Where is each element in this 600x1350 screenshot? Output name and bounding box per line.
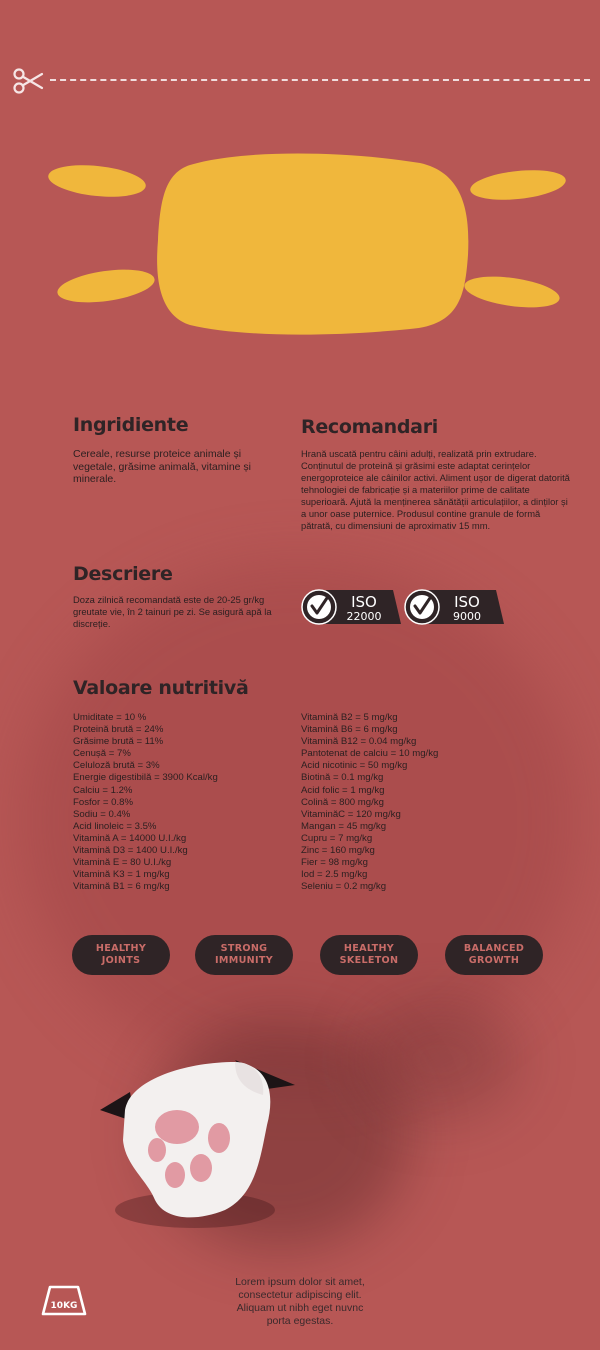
list-item: Celuloză brută = 3%	[73, 760, 160, 772]
list-item: Seleniu = 0.2 mg/kg	[301, 881, 387, 893]
benefit-line: STRONG	[220, 943, 268, 954]
iso-label: ISO	[351, 593, 377, 611]
benefit-healthy-skeleton	[320, 935, 418, 975]
benefit-line: HEALTHY	[343, 943, 395, 954]
list-item: Sodiu = 0.4%	[73, 808, 131, 820]
list-item: Acid nicotinic = 50 mg/kg	[301, 760, 408, 772]
list-item: Vitamină B2 = 5 mg/kg	[301, 712, 398, 723]
background-shadow	[360, 1000, 520, 1120]
footer-line: Lorem ipsum dolor sit amet,	[235, 1276, 365, 1288]
footer-line: consectetur adipiscing elit.	[238, 1289, 362, 1301]
list-item: Energie digestibilă = 3900 Kcal/kg	[73, 772, 218, 784]
dog-paw-icon	[85, 1050, 305, 1230]
iso-number: 22000	[346, 610, 382, 623]
list-item: Mangan = 45 mg/kg	[301, 820, 387, 832]
recommendations-text: Hrană uscată pentru câini adulți, realizată prin extrudare. Conținutul de proteină și grăsimi este adaptat cerințelor energoproteice ale câinilor activi. Aliment ușor de digerat datorită tehnologiei de fabricație și a materiilor prime de calitate superioară. Ajută la menținerea sănătății articulațiilor, a dinților și a unor oase puternice. Produsul contine granule de formă pătrată, cu dimensiuni de aproximativ 15 mm.	[301, 448, 570, 531]
footer-line: Aliquam ut nibh eget nuvnc	[236, 1302, 364, 1314]
nutrition-title: Valoare nutritivă	[73, 677, 249, 699]
list-item: Vitamină D3 = 1400 U.I./kg	[73, 845, 188, 857]
iso-number: 9000	[453, 610, 481, 623]
list-item: Umiditate = 10 %	[73, 712, 147, 723]
iso-9000-badge	[404, 586, 504, 628]
list-item: Cenușă = 7%	[73, 748, 131, 760]
ingredients-text: Cereale, resurse proteice animale și vegetale, grăsime animală, vitamine și minerale.	[73, 448, 251, 485]
list-item: Grăsime brută = 11%	[73, 736, 164, 748]
list-item: Fosfor = 0.8%	[73, 796, 133, 808]
benefit-line: GROWTH	[468, 955, 520, 966]
list-item: Vitamină K3 = 1 mg/kg	[73, 869, 170, 881]
list-item: Biotină = 0.1 mg/kg	[301, 772, 384, 784]
description-text: Doza zilnică recomandată este de 20-25 gr/kg greutate vie, în 2 tainuri pe zi. Se asigură apă la discreție.	[73, 594, 272, 629]
iso-label: ISO	[454, 593, 480, 611]
list-item: Calciu = 1.2%	[73, 784, 133, 796]
weight-icon	[40, 1283, 88, 1317]
benefit-line: HEALTHY	[95, 943, 147, 954]
nutrition-list-left	[73, 712, 218, 893]
list-item: Acid folic = 1 mg/kg	[301, 784, 385, 796]
recommendations-title: Recomandari	[301, 416, 438, 438]
scissors-icon	[12, 67, 44, 95]
dashed-line	[50, 79, 590, 81]
list-item: Zinc = 160 mg/kg	[301, 845, 375, 857]
list-item: Colină = 800 mg/kg	[301, 796, 384, 808]
nutrition-list-right	[301, 712, 438, 893]
weight-label: 10KG	[50, 1301, 78, 1311]
ingredients-title: Ingridiente	[73, 414, 189, 436]
list-item: Fier = 98 mg/kg	[301, 857, 368, 869]
list-item: Proteină brută = 24%	[73, 724, 164, 736]
list-item: Cupru = 7 mg/kg	[301, 832, 373, 844]
list-item: Pantotenat de calciu = 10 mg/kg	[301, 748, 439, 760]
benefit-healthy-joints	[72, 935, 170, 975]
list-item: Vitamină B1 = 6 mg/kg	[73, 881, 170, 893]
benefit-line: JOINTS	[101, 955, 141, 966]
list-item: Iod = 2.5 mg/kg	[301, 869, 368, 881]
iso-22000-badge	[301, 586, 401, 628]
benefit-strong-immunity	[195, 935, 293, 975]
description-title: Descriere	[73, 563, 173, 585]
list-item: Vitamină B12 = 0.04 mg/kg	[301, 736, 417, 748]
benefit-line: BALANCED	[463, 943, 525, 954]
list-item: Vitamină A = 14000 U.I./kg	[73, 832, 187, 844]
footer-text	[200, 1276, 400, 1328]
list-item: Vitamină B6 = 6 mg/kg	[301, 724, 398, 736]
list-item: Acid linoleic = 3.5%	[73, 820, 157, 832]
footer-line: porta egestas.	[266, 1315, 334, 1327]
benefit-line: SKELETON	[339, 955, 399, 966]
benefit-balanced-growth	[445, 935, 543, 975]
list-item: VitaminăC = 120 mg/kg	[301, 808, 401, 820]
product-window-shape	[40, 145, 570, 345]
list-item: Vitamină E = 80 U.I./kg	[73, 857, 172, 869]
benefit-line: IMMUNITY	[215, 955, 273, 966]
